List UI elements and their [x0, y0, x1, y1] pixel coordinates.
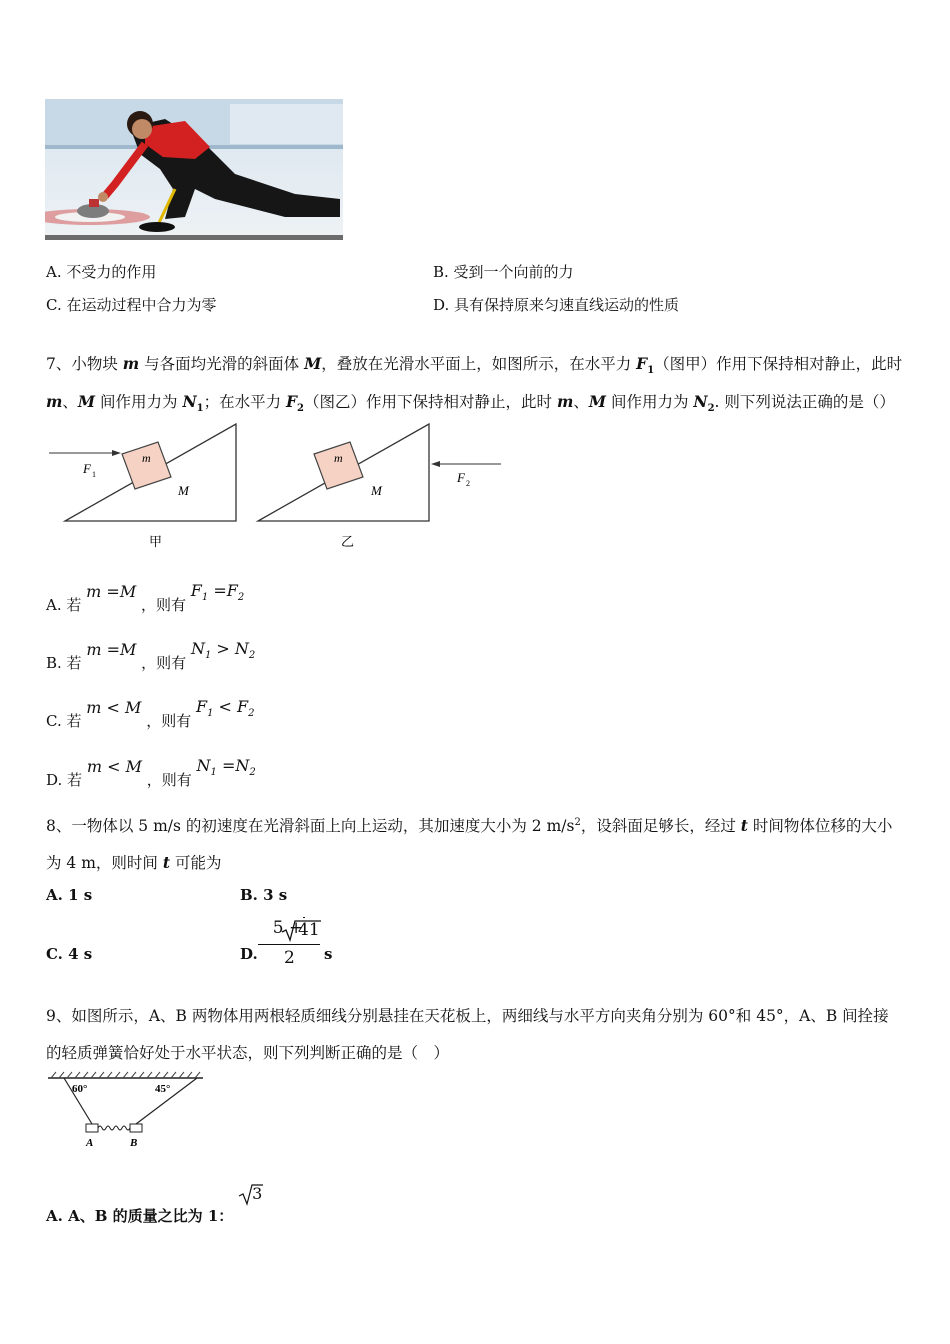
q6-option-c[interactable]: C. 在运动过程中合力为零 [46, 296, 217, 314]
q9-figure [45, 1070, 205, 1155]
svg-text:m: m [142, 451, 151, 465]
q8-option-d[interactable]: D. 5 + 41 2 s [240, 918, 333, 968]
svg-text:乙: 乙 [341, 534, 355, 549]
q8-stem-line2: 为 4 m，则时间 t 可能为 [46, 853, 222, 872]
svg-text:1: 1 [92, 470, 96, 479]
q9-stem-line1: 9、如图所示，A、B 两物体用两根轻质细线分别悬挂在天花板上，两细线与水平方向夹角分别为 60°和 45°，A、B 间拴接 [46, 1007, 889, 1025]
q7-stem-line1: 7、小物块 m 与各面均光滑的斜面体 M，叠放在光滑水平面上，如图所示，在水平力 $F_1$（图甲）作用下保持相对静止，此时 [46, 354, 903, 377]
svg-text:2: 2 [466, 479, 470, 488]
q8-option-a[interactable]: A. 1 s [46, 886, 93, 904]
q6-option-d[interactable]: D. 具有保持原来匀速直线运动的性质 [433, 296, 680, 314]
q8-option-c[interactable]: C. 4 s [46, 945, 93, 963]
svg-text:60°: 60° [72, 1083, 88, 1095]
q7-figure [45, 420, 505, 555]
q7-option-a[interactable]: A. 若 m =M ，则有 $F_1 =F_2$ [46, 581, 245, 614]
q9-option-a[interactable]: A. A、B 的质量之比为 1： 3 [46, 1184, 263, 1225]
svg-text:B: B [130, 1137, 138, 1149]
svg-text:A: A [86, 1137, 94, 1149]
q6-option-b[interactable]: B. 受到一个向前的力 [433, 263, 574, 281]
q7-option-b[interactable]: B. 若 m =M ，则有 $N_1 > N_2$ [46, 639, 256, 672]
svg-text:M: M [178, 483, 189, 498]
svg-text:甲: 甲 [149, 534, 163, 549]
q6-option-a[interactable]: A. 不受力的作用 [46, 263, 157, 281]
q7-option-c[interactable]: C. 若 m < M ，则有 $F_1 < F_2$ [46, 697, 255, 730]
svg-text:F: F [83, 461, 91, 476]
svg-text:m: m [334, 451, 343, 465]
svg-text:F: F [457, 470, 465, 485]
q9-stem-line2: 的轻质弹簧恰好处于水平状态，则下列判断正确的是（ ） [46, 1044, 450, 1062]
block-right [314, 442, 363, 489]
svg-text:45°: 45° [155, 1083, 171, 1095]
q7-option-d[interactable]: D. 若 m < M ，则有 $N_1 =N_2$ [46, 756, 256, 789]
curling-photo [45, 99, 343, 240]
svg-text:M: M [371, 483, 382, 498]
block-left [122, 442, 171, 489]
q7-stem-line2: m、M 间作用力为 $N_1$；在水平力 $F_2$（图乙）作用下保持相对静止，此时 m、M 间作用力为 $N_2$. 则下列说法正确的是（） [46, 392, 895, 415]
q8-stem-line1: 8、一物体以 5 m/s 的初速度在光滑斜面上向上运动，其加速度大小为 2 $m/s^2$，设斜面足够长，经过 t 时间物体位移的大小 [46, 816, 893, 835]
q8-option-b[interactable]: B. 3 s [240, 886, 288, 904]
